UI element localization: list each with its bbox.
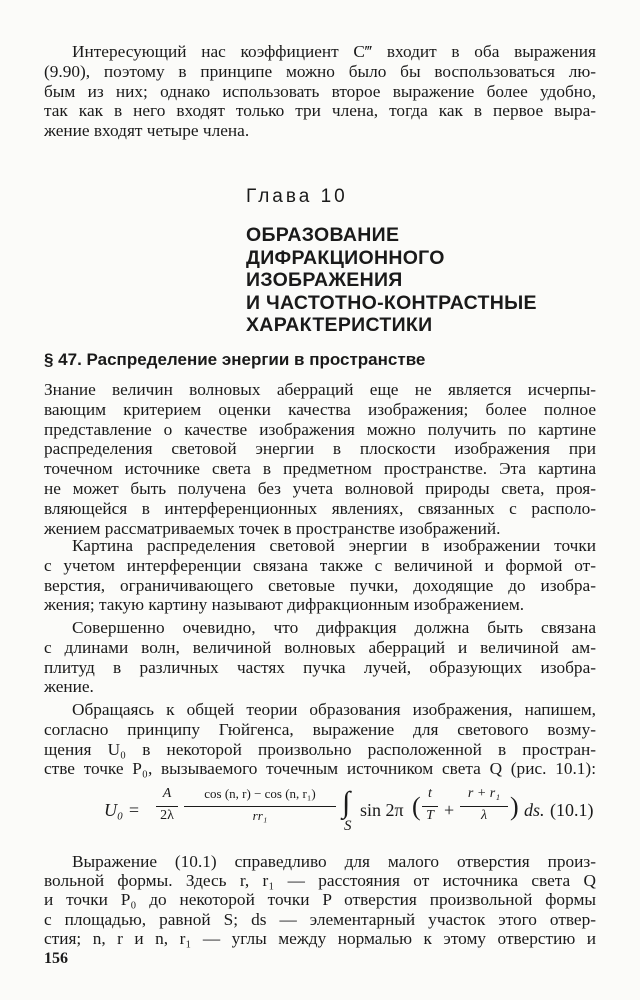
fraction-bar: [156, 806, 178, 807]
formula-10-1: [104, 786, 600, 846]
text-line: вляющейся в интерференционных явлениях, связанных с располо-: [44, 498, 596, 518]
text-line: жения; такую картину называют дифракционным изображением.: [44, 595, 525, 615]
body-paragraph: [44, 700, 596, 779]
text-line: Картина распределения световой энергии в изображении точки: [72, 536, 596, 555]
text-line: вольной формы. Здесь r, r₁ — расстояния от источника света Q: [44, 871, 596, 891]
text-line: так как в него входят только три члена, тогда как в первое выра-: [44, 101, 596, 121]
formula-coef-numerator: A: [162, 786, 172, 801]
body-paragraph: [44, 380, 596, 538]
text-line: Интересующий нас коэффициент C‴ входит в оба выражения: [72, 42, 596, 61]
text-line: с длинами волн, величиной волновых аберраций и величиной ам-: [44, 637, 596, 657]
text-line: плитуд в различных частях пучка лучей, образующих изобра-: [44, 657, 596, 677]
text-line: верстия, ограничивающего световые пучки, доходящие до изобра-: [44, 575, 596, 595]
formula-r-numerator: r + r₁: [467, 786, 501, 801]
formula-t-denominator: T: [426, 808, 434, 823]
chapter-title-line: ИЗОБРАЖЕНИЯ: [246, 269, 403, 292]
text-line: точечном источнике света в предметном пространстве. Эта картина: [44, 459, 596, 479]
formula-plus: +: [444, 800, 455, 820]
integral-subscript: S: [344, 818, 352, 834]
text-line: жение входят четыре члена.: [44, 121, 250, 141]
text-line: Совершенно очевидно, что дифракция должна быть связана: [72, 618, 596, 637]
formula-lhs: U₀ =: [104, 800, 140, 820]
formula-coef-denominator: 2λ: [160, 808, 174, 823]
formula-denominator: rr₁: [252, 808, 268, 823]
text-line: стве точке P₀, вызываемого точечным источником света Q (рис. 10.1):: [44, 759, 596, 779]
text-line: не может быть получена без учета волновой природы света, проя-: [44, 478, 596, 498]
text-line: бым из них; однако использовать второе выражение более удобно,: [44, 81, 596, 101]
chapter-title: [246, 224, 537, 337]
formula-paren-open: (: [412, 792, 421, 821]
chapter-label: Глава 10: [246, 186, 348, 207]
formula-t-numerator: t: [428, 786, 432, 801]
formula-r-denominator: λ: [480, 808, 488, 823]
formula-ds: ds.: [524, 800, 545, 820]
fraction-bar: [460, 806, 508, 807]
text-line: вающим критерием оценки качества изображения; более полное: [44, 399, 596, 419]
chapter-title-line: ХАРАКТЕРИСТИКИ: [246, 314, 433, 337]
intro-paragraph: [44, 42, 596, 141]
text-line: (9.90), поэтому в принципе можно было бы воспользоваться лю-: [44, 61, 596, 81]
chapter-title-line: ДИФРАКЦИОННОГО: [246, 246, 445, 269]
chapter-title-line: ОБРАЗОВАНИЕ: [246, 224, 400, 246]
page-number: 156: [44, 950, 68, 967]
fraction-bar: [184, 806, 336, 807]
text-line: распределения световой энергии в плоскости изображения при: [44, 439, 596, 459]
text-line: с учетом интерференции связана также с величиной и формой от-: [44, 555, 596, 575]
text-line: согласно принципу Гюйгенса, выражение для светового возму-: [44, 719, 596, 739]
formula-paren-close: ): [510, 792, 519, 821]
chapter-title-line: И ЧАСТОТНО-КОНТРАСТНЫЕ: [246, 291, 537, 314]
text-line: жением рассматриваемых точек в пространстве изображений.: [44, 518, 501, 538]
formula-numerator: cos (n, r) − cos (n, r₁): [204, 786, 316, 801]
text-line: представление о качестве изображения можно получить по картине: [44, 419, 596, 439]
text-line: Обращаясь к общей теории образования изображения, напишем,: [72, 700, 596, 719]
text-line: стия; n, r и n, r₁ — углы между нормалью к этому отверстию и: [44, 928, 596, 948]
body-paragraph: [44, 852, 596, 948]
text-line: Знание величин волновых аберраций еще не является исчерпы-: [44, 380, 596, 399]
text-line: Выражение (10.1) справедливо для малого отверстия произ-: [72, 852, 596, 871]
formula-number: (10.1): [550, 800, 594, 820]
text-line: щения U₀ в некоторой произвольно расположенной в простран-: [44, 739, 596, 759]
text-line: жение.: [44, 677, 94, 697]
text-line: с площадью, равной S; ds — элементарный участок этого отвер-: [44, 909, 596, 929]
body-paragraph: [44, 536, 596, 615]
section-heading: § 47. Распределение энергии в пространстве: [44, 350, 426, 369]
body-paragraph: [44, 618, 596, 697]
formula-sine: sin 2π: [360, 800, 404, 820]
fraction-bar: [422, 806, 438, 807]
integral-sign: ∫: [342, 786, 351, 819]
text-line: и точки P₀ до некоторой точки P отверстия произвольной формы: [44, 890, 596, 910]
